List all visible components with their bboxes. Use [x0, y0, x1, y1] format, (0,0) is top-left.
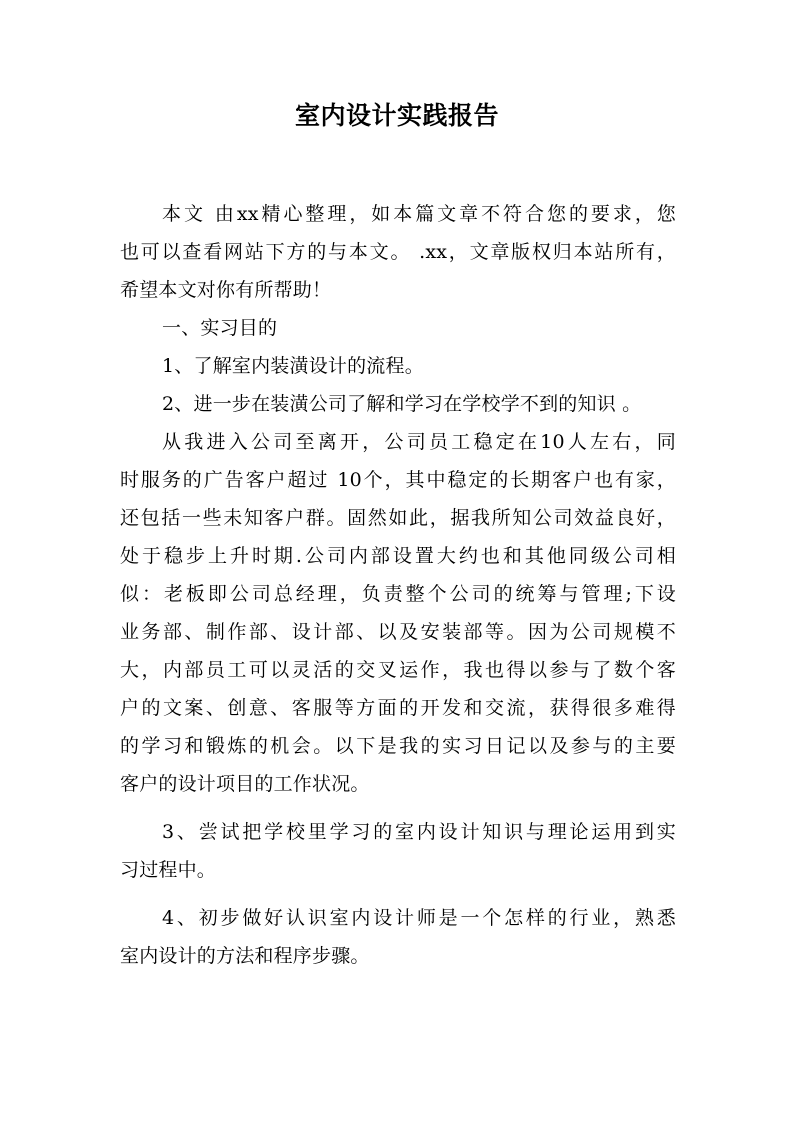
paragraph-line: 从我进入公司至离开，公司员工稳定在10人左右，同 [162, 431, 676, 453]
paragraph-line: 还包括一些未知客户群。固然如此，据我所知公司效益良好， [120, 507, 676, 529]
paragraph-line: 客户的设计项目的工作状况。 [120, 773, 370, 795]
list-item: 3、尝试把学校里学习的室内设计知识与理论运用到实 [162, 821, 676, 843]
paragraph-line: 本文 由xx精心整理，如本篇文章不符合您的要求，您 [162, 203, 676, 225]
paragraph-line: 处于稳步上升时期.公司内部设置大约也和其他同级公司相 [120, 545, 676, 567]
paragraph-line: 时服务的广告客户超过 10个，其中稳定的长期客户也有家， [120, 469, 676, 491]
list-item-continuation: 习过程中。 [120, 859, 217, 881]
paragraph-line: 户的文案、创意、客服等方面的开发和交流，获得很多难得 [120, 697, 676, 719]
list-item: 4、初步做好认识室内设计师是一个怎样的行业，熟悉 [162, 907, 676, 929]
paragraph-gap [120, 803, 676, 813]
paragraph-line: 业务部、制作部、设计部、以及安装部等。因为公司规模不 [120, 621, 676, 643]
list-item-continuation: 室内设计的方法和程序步骤。 [120, 945, 370, 967]
paragraph-line: 似：老板即公司总经理，负责整个公司的统筹与管理;下设 [120, 583, 676, 605]
paragraph-gap [120, 889, 676, 899]
paragraph-line: 大，内部员工可以灵活的交叉运作，我也得以参与了数个客 [120, 659, 676, 681]
list-item: 1、了解室内装潢设计的流程。 [162, 355, 424, 377]
list-item: 2、进一步在装潢公司了解和学习在学校学不到的知识 。 [162, 393, 642, 415]
paragraph-line: 希望本文对你有所帮助！ [120, 279, 332, 301]
document-body [120, 195, 676, 975]
section-heading: 一、实习目的 [162, 317, 278, 339]
paragraph-line: 的学习和锻炼的机会。以下是我的实习日记以及参与的主要 [120, 735, 676, 757]
document-title: 室内设计实践报告 [294, 101, 499, 130]
paragraph-line: 也可以查看网站下方的与本文。 .xx，文章版权归本站所有， [120, 241, 676, 263]
